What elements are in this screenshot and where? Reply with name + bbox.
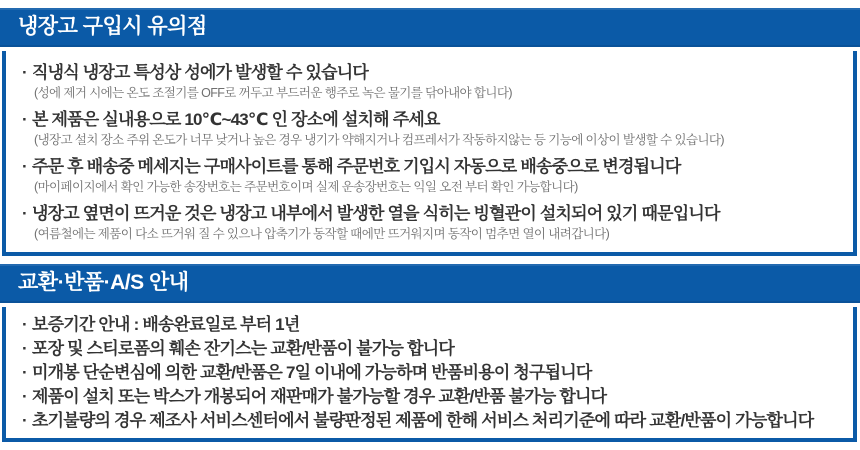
notice-item-text: [22, 156, 839, 177]
notice-item-text: [22, 338, 839, 359]
notice-item: [22, 62, 839, 101]
notice-item: [22, 314, 839, 335]
notice-item-note: (여름철에는 제품이 다소 뜨거워 질 수 있으나 압축기가 동작할 때에만 뜨거워지며 동작이 멈추면 열이 내려갑니다): [34, 227, 610, 241]
notice-item-text: [22, 203, 839, 224]
notice-item-note: (마이페이지에서 확인 가능한 송장번호는 주문번호이며 실제 운송장번호는 익일 오전 부터 확인 가능합니다): [34, 180, 578, 194]
notice-item: [22, 338, 839, 359]
notice-item-label: 주문 후 배송중 메세지는 구매사이트를 통해 주문번호 기입시 자동으로 배송중으로 변경됩니다: [32, 157, 681, 176]
notice-item-label: 초기불량의 경우 제조사 서비스센터에서 불량판정된 제품에 한해 서비스 처리기준에 따라 교환/반품이 가능합니다: [32, 411, 814, 430]
notice-item: [22, 386, 839, 407]
bullet-dot: ·: [22, 157, 27, 176]
bullet-dot: ·: [22, 339, 27, 358]
bullet-dot: ·: [22, 387, 27, 406]
purchase-notes-header: [0, 8, 860, 47]
notice-item-text: [22, 62, 839, 83]
exchange-return-title: 교환·반품·A/S 안내: [18, 271, 189, 294]
notice-item: [22, 156, 839, 195]
exchange-return-header: [0, 264, 860, 303]
bullet-dot: ·: [22, 411, 27, 430]
notice-item-label: 미개봉 단순변심에 의한 교환/반품은 7일 이내에 가능하며 반품비용이 청구됩니다: [32, 363, 592, 382]
notice-item-text: [22, 410, 839, 431]
purchase-notes-title: 냉장고 구입시 유의점: [18, 15, 207, 38]
bullet-dot: ·: [22, 315, 27, 334]
notice-item: [22, 410, 839, 431]
notice-item: [22, 203, 839, 242]
exchange-return-body: [2, 307, 857, 442]
notice-item-text: [22, 109, 839, 130]
notice-item-label: 보증기간 안내 : 배송완료일로 부터 1년: [32, 315, 300, 334]
notice-item-label: 직냉식 냉장고 특성상 성에가 발생할 수 있습니다: [32, 63, 368, 82]
section-exchange-return: [0, 264, 860, 442]
purchase-notes-body: [2, 51, 857, 256]
notice-item-label: 냉장고 옆면이 뜨거운 것은 냉장고 내부에서 발생한 열을 식히는 빙혈관이 설치되어 있기 때문입니다: [32, 204, 720, 223]
bullet-dot: ·: [22, 363, 27, 382]
notice-item-text: [22, 362, 839, 383]
bullet-dot: ·: [22, 63, 27, 82]
section-purchase-notes: [0, 8, 860, 256]
notice-item-note: (성에 제거 시에는 온도 조절기를 OFF로 꺼두고 부드러운 행주로 녹은 물기를 닦아내야 합니다): [34, 86, 512, 100]
notice-item: [22, 362, 839, 383]
bullet-dot: ·: [22, 204, 27, 223]
product-notice-page: [0, 8, 860, 450]
bullet-dot: ·: [22, 110, 27, 129]
notice-item-text: [22, 314, 839, 335]
notice-item-text: [22, 386, 839, 407]
notice-item-label: 본 제품은 실내용으로 10℃~43℃ 인 장소에 설치해 주세요: [32, 110, 440, 129]
notice-item-label: 제품이 설치 또는 박스가 개봉되어 재판매가 불가능할 경우 교환/반품 불가능 합니다: [32, 387, 607, 406]
notice-item-label: 포장 및 스티로폼의 훼손 잔기스는 교환/반품이 불가능 합니다: [32, 339, 454, 358]
notice-item: [22, 109, 839, 148]
notice-item-note: (냉장고 설치 장소 주위 온도가 너무 낮거나 높은 경우 냉기가 약해지거나 컴프레서가 작동하지않는 등 기능에 이상이 발생할 수 있습니다): [34, 133, 724, 147]
